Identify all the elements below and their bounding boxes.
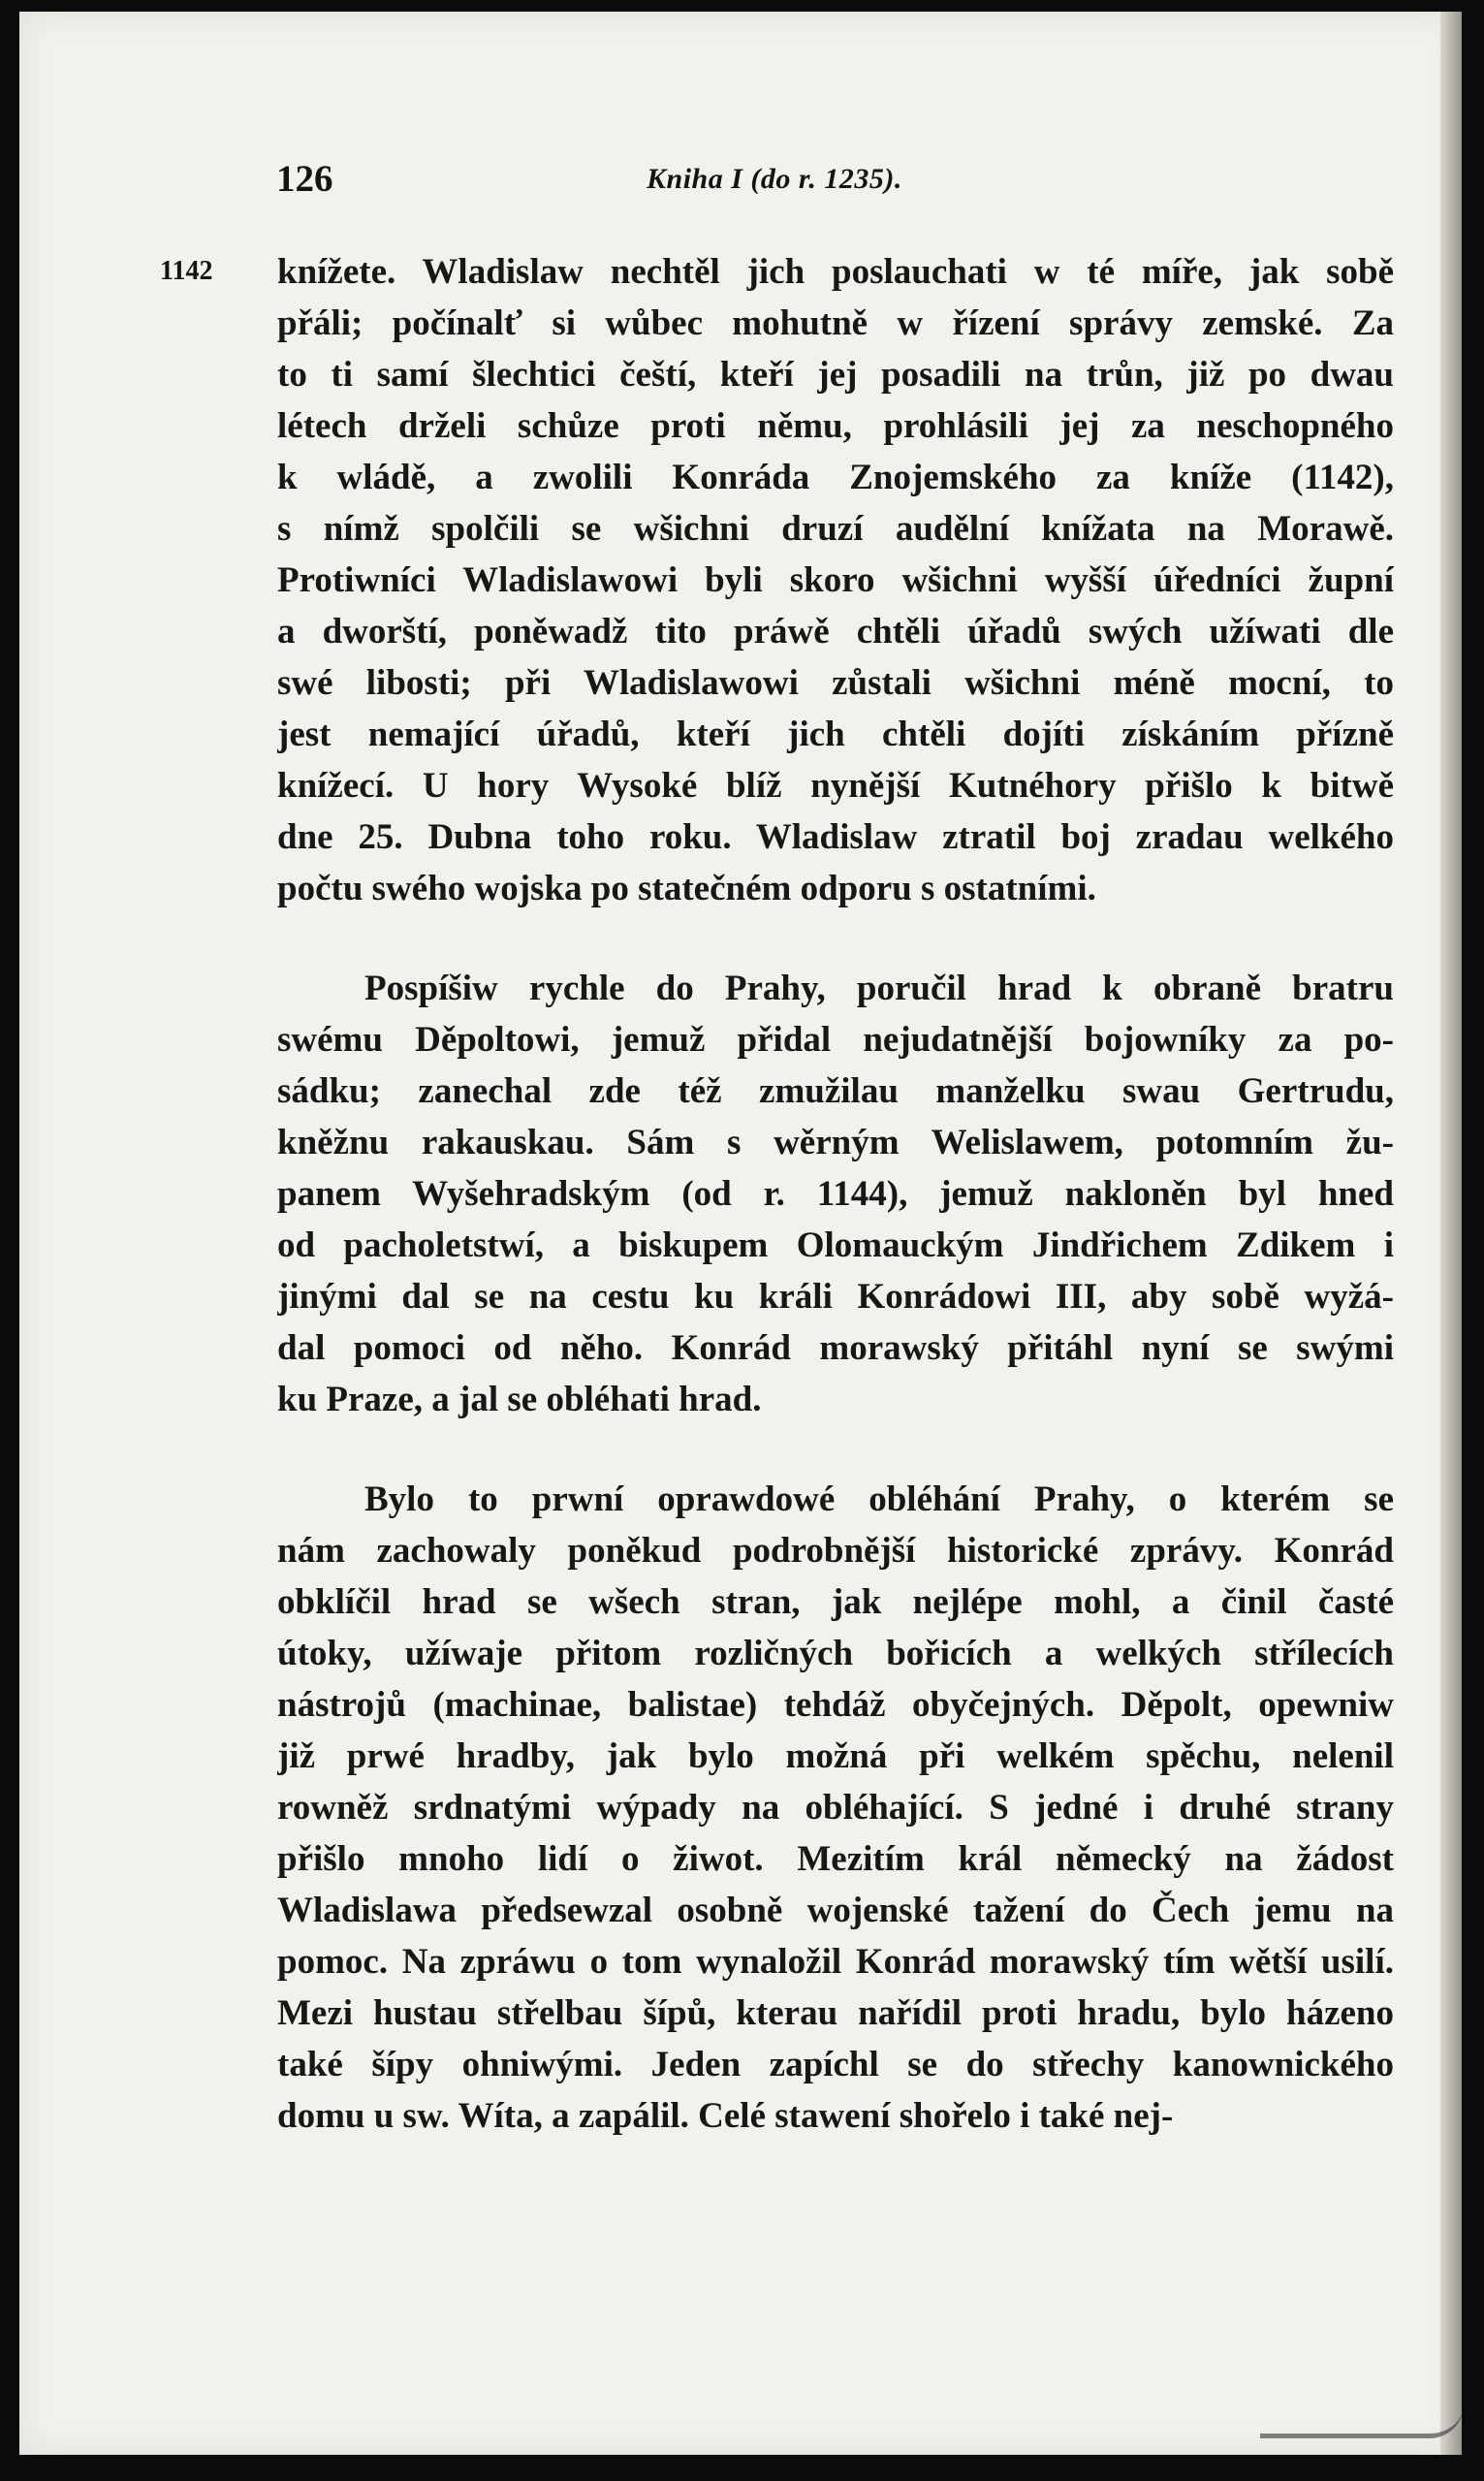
text-line: nám zachowaly poněkud podrobnější historické zprávy. Konrád	[277, 1531, 1394, 1571]
text-line: počtu swého wojska po statečném odporu s ostatními.	[277, 869, 1096, 908]
text-line: jinými dal se na cestu ku králi Konrádowi III, aby sobě wyžá-	[277, 1277, 1394, 1317]
text-line: a dworští, poněwadž tito práwě chtěli úřadů swých užíwati dle	[277, 612, 1394, 652]
page-edge	[1440, 12, 1462, 2455]
text-line: Protiwníci Wladislawowi byli skoro wšichni wyšší úředníci župní	[277, 560, 1394, 600]
text-line: domu u sw. Wíta, a zapálil. Celé stawení shořelo i také nej-	[277, 2096, 1174, 2136]
text-line: swé libosti; při Wladislawowi zůstali wšichni méně mocní, to	[277, 663, 1394, 703]
text-line: panem Wyšehradským (od r. 1144), jemuž nakloněn byl hned	[277, 1174, 1394, 1214]
paragraph-3	[277, 1474, 1394, 2142]
text-line: přišlo mnoho lidí o žiwot. Mezitím král německý na žádost	[277, 1839, 1394, 1879]
page-number: 126	[276, 158, 333, 200]
text-line: dal pomoci od něho. Konrád morawský přitáhl nyní se swými	[277, 1328, 1394, 1368]
margin-year-note: 1142	[160, 256, 213, 286]
text-line: Wladislawa předsewzal osobně wojenské tažení do Čech jemu na	[277, 1891, 1394, 1930]
text-line: rowněž srdnatými wýpady na obléhající. S jedné i druhé strany	[277, 1788, 1394, 1828]
text-line: knížete. Wladislaw nechtěl jich poslauchati w té míře, jak sobě	[277, 252, 1394, 292]
text-line: od pacholetstwí, a biskupem Olomauckým Jindřichem Zdikem i	[277, 1225, 1394, 1265]
running-head: Kniha I (do r. 1235).	[647, 163, 902, 195]
text-line: to ti samí šlechtici čeští, kteří jej posadili na trůn, již po dwau	[277, 355, 1394, 395]
body-text	[277, 246, 1394, 2142]
text-line: létech drželi schůze proti němu, prohlásili jej za neschopného	[277, 406, 1394, 446]
page-curl-mark	[1260, 2404, 1464, 2438]
text-line: Mezi hustau střelbau šípů, kterau nařídil proti hradu, bylo házeno	[277, 1993, 1394, 2033]
text-line: kněžnu rakauskau. Sám s wěrným Welislawem, potomním žu-	[277, 1123, 1394, 1162]
page-header	[257, 157, 1011, 206]
text-line: swému Děpoltowi, jemuž přidal nejudatnější bojowníky za po-	[277, 1020, 1394, 1060]
text-line: jest nemající úřadů, kteří jich chtěli dojíti získáním přízně	[277, 715, 1394, 754]
text-line: přáli; počínalť si wůbec mohutně w řízení správy zemské. Za	[277, 303, 1394, 343]
text-line: Pospíšiw rychle do Prahy, poručil hrad k obraně bratru	[364, 969, 1394, 1008]
text-line: nástrojů (machinae, balistae) tehdáž obyčejných. Děpolt, opewniw	[277, 1685, 1394, 1725]
text-line: k wládě, a zwolili Konráda Znojemského za kníže (1142),	[277, 458, 1394, 497]
text-line: knížecí. U hory Wysoké blíž nynější Kutnéhory přišlo k bitwě	[277, 766, 1394, 806]
text-line: s nímž spolčili se wšichni druzí audělní knížata na Morawě.	[277, 509, 1394, 549]
text-line: útoky, užíwaje přitom rozličných bořicích a welkých střílecích	[277, 1634, 1394, 1673]
text-line: Bylo to prwní oprawdowé obléhání Prahy, o kterém se	[364, 1479, 1394, 1519]
text-line: dne 25. Dubna toho roku. Wladislaw ztratil boj zradau welkého	[277, 817, 1394, 857]
paragraph-2	[277, 963, 1394, 1425]
text-line: pomoc. Na zpráwu o tom wynaložil Konrád morawský tím wětší usilí.	[277, 1942, 1394, 1982]
paragraph-1	[277, 246, 1394, 914]
text-line: ku Praze, a jal se obléhati hrad.	[277, 1380, 762, 1419]
text-line: sádku; zanechal zde též zmužilau manželku swau Gertrudu,	[277, 1071, 1394, 1111]
text-line: již prwé hradby, jak bylo možná při welkém spěchu, nelenil	[277, 1736, 1394, 1776]
text-line: také šípy ohniwými. Jeden zapíchl se do střechy kanownického	[277, 2045, 1394, 2084]
text-line: obklíčil hrad se wšech stran, jak nejlépe mohl, a činil časté	[277, 1582, 1394, 1622]
